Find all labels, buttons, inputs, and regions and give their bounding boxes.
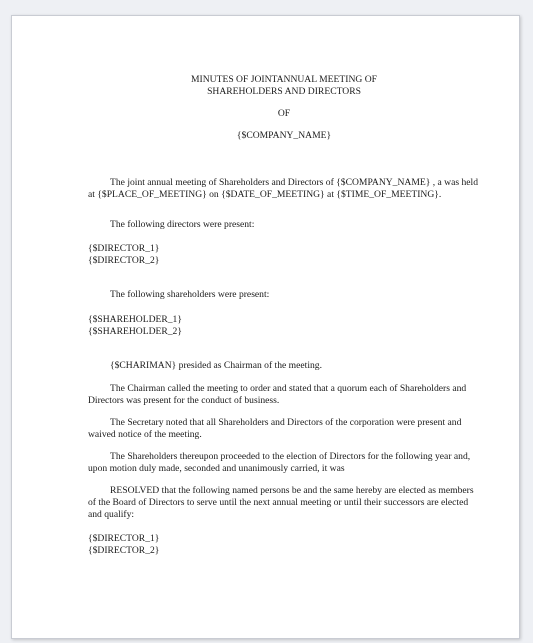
director-1: {$DIRECTOR_1} xyxy=(88,243,160,254)
elected-director-2: {$DIRECTOR_2} xyxy=(88,545,160,556)
election-paragraph: The Shareholders thereupon proceeded to the election of Directors for the following year and, upon motion duly made, seconded and unanimously carried, it was xyxy=(88,451,471,474)
title-line-1: MINUTES OF JOINTANNUAL MEETING OF xyxy=(191,74,377,85)
intro-paragraph: The joint annual meeting of Shareholders and Directors of {$COMPANY_NAME} , a was held at {$PLACE_OF_MEETING} on {$DATE_OF_MEETING} at {$TIME_OF_MEETING}. xyxy=(88,177,479,200)
of-label: OF xyxy=(277,108,291,119)
title-line-2: SHAREHOLDERS AND DIRECTORS xyxy=(207,86,361,97)
shareholder-2: {$SHAREHOLDER_2} xyxy=(88,326,182,337)
document-content xyxy=(88,74,480,557)
resolved-paragraph: RESOLVED that the following named persons be and the same hereby are elected as members of the Board of Directors to serve until the next annual meeting or until their successors are elected and qualify: xyxy=(88,485,474,520)
chairman-paragraph: {$CHARIMAN} presided as Chairman of the meeting. xyxy=(110,360,322,371)
quorum-paragraph: The Chairman called the meeting to order and stated that a quorum each of Shareholders and Directors was present for the conduct of business. xyxy=(88,383,467,406)
elected-director-1: {$DIRECTOR_1} xyxy=(88,533,160,544)
shareholder-1: {$SHAREHOLDER_1} xyxy=(88,314,182,325)
secretary-paragraph: The Secretary noted that all Shareholders and Directors of the corporation were present and waived notice of the meeting. xyxy=(88,417,462,440)
company-name-placeholder: {$COMPANY_NAME} xyxy=(236,130,332,141)
director-2: {$DIRECTOR_2} xyxy=(88,255,160,266)
document-page xyxy=(11,15,520,639)
directors-present-label: The following directors were present: xyxy=(110,219,255,230)
shareholders-present-label: The following shareholders were present: xyxy=(110,289,270,300)
